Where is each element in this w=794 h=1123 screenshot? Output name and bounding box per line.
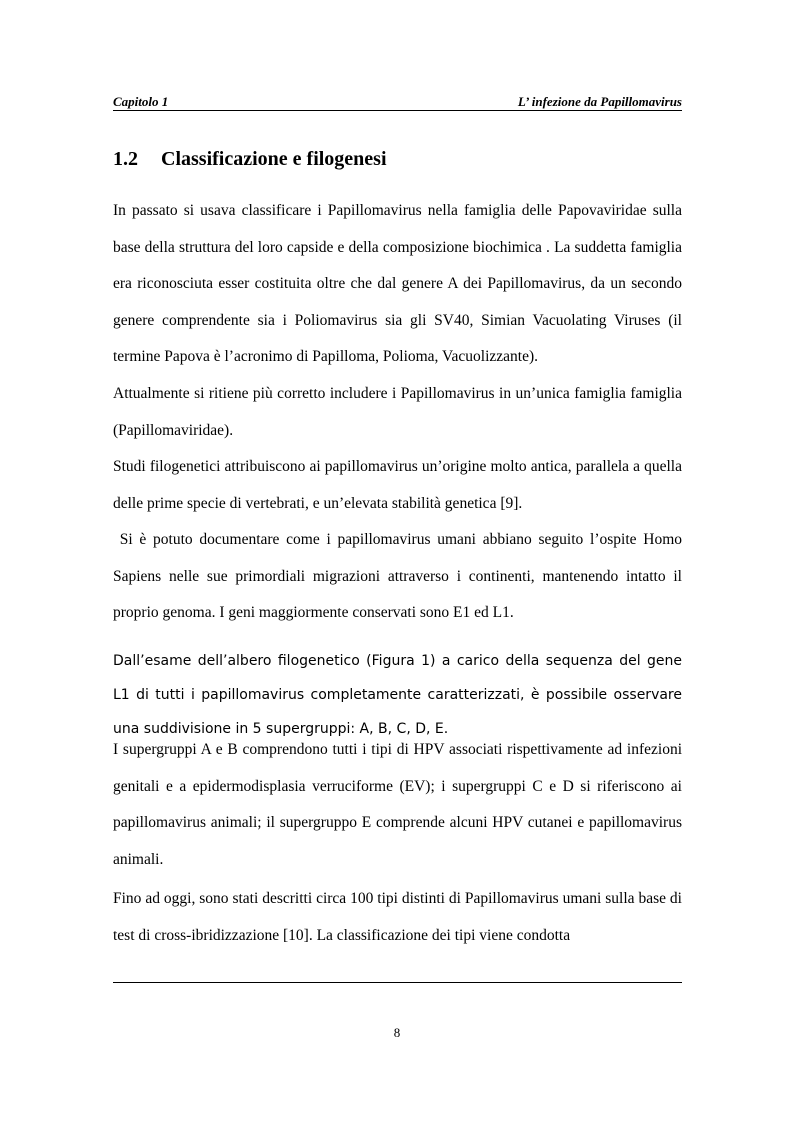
paragraph-migrations: Si è potuto documentare come i papillomavirus umani abbiano seguito l’ospite Homo Sapiens nelle sue primordiali migrazioni attraverso i continenti, mantenendo intatto il proprio genoma. I geni maggiormente conservati sono E1 ed L1. bbox=[113, 531, 686, 621]
section-heading bbox=[113, 148, 387, 171]
section-title: Classificazione e filogenesi bbox=[161, 148, 387, 170]
header-rule bbox=[113, 110, 682, 111]
paragraph-classification-history: In passato si usava classificare i Papillomavirus nella famiglia delle Papovaviridae sulla base della struttura del loro capside e della composizione biochimica . La suddetta famiglia era riconosciuta esser costituita oltre che dal genere A dei Papillomavirus, da un secondo genere comprendente sia i Poliomavirus sia gli SV40, Simian Vacuolating Viruses (il termine Papova è l’acronimo di Papilloma, Polioma, Vacuolizzante). bbox=[113, 202, 682, 365]
paragraph-hpv-types: Fino ad oggi, sono stati descritti circa 100 tipi distinti di Papillomavirus umani sulla base di test di cross-ibridizzazione [10]. La classificazione dei tipi viene condotta bbox=[113, 890, 682, 944]
paragraph-phylogenetic-tree: Dall’esame dell’albero filogenetico (Figura 1) a carico della sequenza del gene L1 di tutti i papillomavirus completamente caratterizzati, è possibile osservare una suddivisione in 5 supergruppi: A, B, C, D, E. bbox=[113, 653, 682, 737]
footer-rule bbox=[113, 982, 682, 983]
paragraph-supergroups: I supergruppi A e B comprendono tutti i tipi di HPV associati rispettivamente ad infezioni genitali e a epidermodisplasia verruciforme (EV); i supergruppi C e D si riferiscono ai papillomavirus animali; il supergruppo E comprende alcuni HPV cutanei e papillomavirus animali. bbox=[113, 741, 682, 868]
paragraph-current-family: Attualmente si ritiene più corretto includere i Papillomavirus in un’unica famiglia famiglia (Papillomaviridae). bbox=[113, 385, 682, 439]
page-number: 8 bbox=[393, 1025, 401, 1040]
header-chapter: Capitolo 1 bbox=[113, 94, 169, 109]
header-chapter-title: L’ infezione da Papillomavirus bbox=[517, 94, 682, 109]
running-header bbox=[113, 92, 682, 112]
section-number: 1.2 bbox=[113, 148, 138, 170]
paragraph-phylogenetic-studies: Studi filogenetici attribuiscono ai papillomavirus un’origine molto antica, parallela a quella delle prime specie di vertebrati, e un’elevata stabilità genetica [9]. bbox=[113, 458, 682, 512]
